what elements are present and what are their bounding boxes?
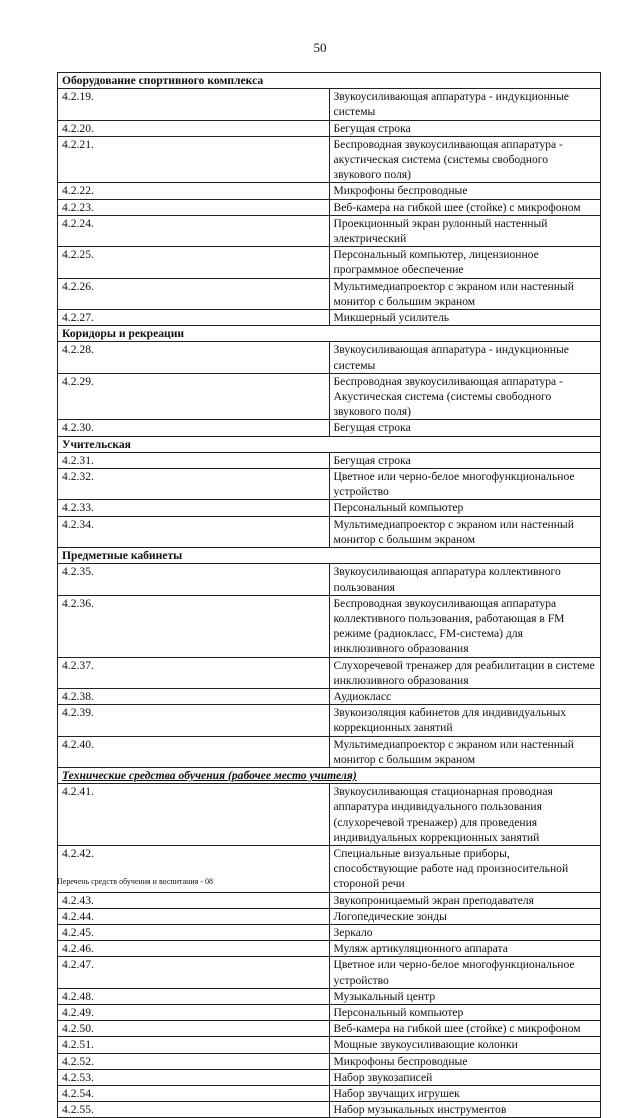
item-number: 4.2.45. [58,924,330,940]
item-description: Веб-камера на гибкой шее (стойке) с микрофоном [329,1021,601,1037]
section-heading: Учительская [58,436,601,452]
item-number: 4.2.54. [58,1086,330,1102]
table-row [58,595,601,657]
item-number: 4.2.27. [58,310,330,326]
table-row [58,705,601,736]
item-number: 4.2.42. [58,845,330,892]
table-row [58,420,601,436]
table-row [58,564,601,595]
item-number: 4.2.24. [58,215,330,246]
item-number: 4.2.39. [58,705,330,736]
item-description: Цветное или черно-белое многофункциональное устройство [329,957,601,988]
table-row [58,1053,601,1069]
equipment-table [57,72,601,1118]
table-row [58,736,601,767]
item-description: Мощные звукоусиливающие колонки [329,1037,601,1053]
item-number: 4.2.33. [58,500,330,516]
item-number: 4.2.46. [58,941,330,957]
item-number: 4.2.35. [58,564,330,595]
item-description: Звукоусиливающая аппаратура - индукционные системы [329,89,601,120]
table-row [58,469,601,500]
equipment-table-body [58,73,601,1118]
item-description: Аудиокласс [329,688,601,704]
item-number: 4.2.40. [58,736,330,767]
item-description: Звукопроницаемый экран преподавателя [329,892,601,908]
table-row [58,500,601,516]
table-row [58,199,601,215]
table-row [58,1037,601,1053]
item-description: Микшерный усилитель [329,310,601,326]
item-description: Набор музыкальных инструментов [329,1102,601,1118]
section-row [58,767,601,783]
item-number: 4.2.21. [58,136,330,183]
item-number: 4.2.47. [58,957,330,988]
item-description: Слухоречевой тренажер для реабилитации в системе инклюзивного образования [329,657,601,688]
item-number: 4.2.22. [58,183,330,199]
item-description: Бегущая строка [329,452,601,468]
item-number: 4.2.20. [58,120,330,136]
item-number: 4.2.55. [58,1102,330,1118]
table-row [58,892,601,908]
item-number: 4.2.25. [58,247,330,278]
item-description: Мультимедиапроектор с экраном или настенный монитор с большим экраном [329,736,601,767]
item-number: 4.2.49. [58,1004,330,1020]
table-row [58,941,601,957]
table-row [58,215,601,246]
item-number: 4.2.31. [58,452,330,468]
item-description: Звукоусиливающая аппаратура коллективного пользования [329,564,601,595]
item-description: Беспроводная звукоусиливающая аппаратура - акустическая система (системы свободного звукового поля) [329,136,601,183]
item-description: Логопедические зонды [329,908,601,924]
item-description: Персональный компьютер, лицензионное программное обеспечение [329,247,601,278]
table-row [58,183,601,199]
table-row [58,89,601,120]
item-description: Цветное или черно-белое многофункциональное устройство [329,469,601,500]
section-heading: Оборудование спортивного комплекса [58,73,601,89]
item-description: Персональный компьютер [329,500,601,516]
item-description: Звукоизоляция кабинетов для индивидуальных коррекционных занятий [329,705,601,736]
table-row [58,516,601,547]
item-number: 4.2.53. [58,1069,330,1085]
table-row [58,310,601,326]
item-number: 4.2.43. [58,892,330,908]
item-description: Музыкальный центр [329,988,601,1004]
table-row [58,136,601,183]
item-description: Муляж артикуляционного аппарата [329,941,601,957]
table-row [58,908,601,924]
item-number: 4.2.19. [58,89,330,120]
item-description: Бегущая строка [329,420,601,436]
item-description: Звукоусиливающая аппаратура - индукционные системы [329,342,601,373]
item-number: 4.2.23. [58,199,330,215]
table-row [58,957,601,988]
item-number: 4.2.50. [58,1021,330,1037]
item-description: Звукоусиливающая стационарная проводная аппаратура индивидуального пользования (слухоречевой тренажер) для проведения индивидуальных коррекционных занятий [329,784,601,846]
table-row [58,688,601,704]
table-row [58,1021,601,1037]
item-description: Набор звучащих игрушек [329,1086,601,1102]
item-description: Микрофоны беспроводные [329,1053,601,1069]
table-row [58,452,601,468]
item-description: Мультимедиапроектор с экраном или настенный монитор с большим экраном [329,278,601,309]
table-row [58,1069,601,1085]
item-number: 4.2.37. [58,657,330,688]
section-row [58,548,601,564]
item-number: 4.2.52. [58,1053,330,1069]
item-description: Персональный компьютер [329,1004,601,1020]
item-description: Микрофоны беспроводные [329,183,601,199]
item-number: 4.2.28. [58,342,330,373]
item-number: 4.2.51. [58,1037,330,1053]
table-row [58,373,601,420]
item-number: 4.2.32. [58,469,330,500]
item-description: Проекционный экран рулонный настенный электрический [329,215,601,246]
item-number: 4.2.38. [58,688,330,704]
section-heading: Коридоры и рекреации [58,326,601,342]
table-row [58,1102,601,1118]
table-row [58,247,601,278]
item-number: 4.2.29. [58,373,330,420]
table-row [58,342,601,373]
section-heading: Предметные кабинеты [58,548,601,564]
table-row [58,784,601,846]
section-heading: Технические средства обучения (рабочее место учителя) [58,767,601,783]
section-row [58,326,601,342]
item-description: Мультимедиапроектор с экраном или настенный монитор с большим экраном [329,516,601,547]
section-row [58,73,601,89]
item-number: 4.2.26. [58,278,330,309]
item-description: Набор звукозаписей [329,1069,601,1085]
footer-text: Перечень средств обучения и воспитания - 08 [57,877,214,886]
item-description: Зеркало [329,924,601,940]
table-row [58,924,601,940]
item-number: 4.2.30. [58,420,330,436]
item-number: 4.2.34. [58,516,330,547]
table-row [58,988,601,1004]
page-number: 50 [313,40,327,55]
table-row [58,278,601,309]
item-description: Беспроводная звукоусиливающая аппаратура коллективного пользования, работающая в FM режиме (радиокласс, FM-система) для инклюзивного образования [329,595,601,657]
item-description: Специальные визуальные приборы, способствующие работе над произносительной стороной речи [329,845,601,892]
item-description: Веб-камера на гибкой шее (стойке) с микрофоном [329,199,601,215]
table-row [58,1086,601,1102]
table-row [58,657,601,688]
table-row [58,120,601,136]
item-number: 4.2.36. [58,595,330,657]
item-number: 4.2.41. [58,784,330,846]
section-row [58,436,601,452]
table-row [58,1004,601,1020]
item-number: 4.2.44. [58,908,330,924]
item-description: Бегущая строка [329,120,601,136]
item-number: 4.2.48. [58,988,330,1004]
item-description: Беспроводная звукоусиливающая аппаратура - Акустическая система (системы свободного звукового поля) [329,373,601,420]
